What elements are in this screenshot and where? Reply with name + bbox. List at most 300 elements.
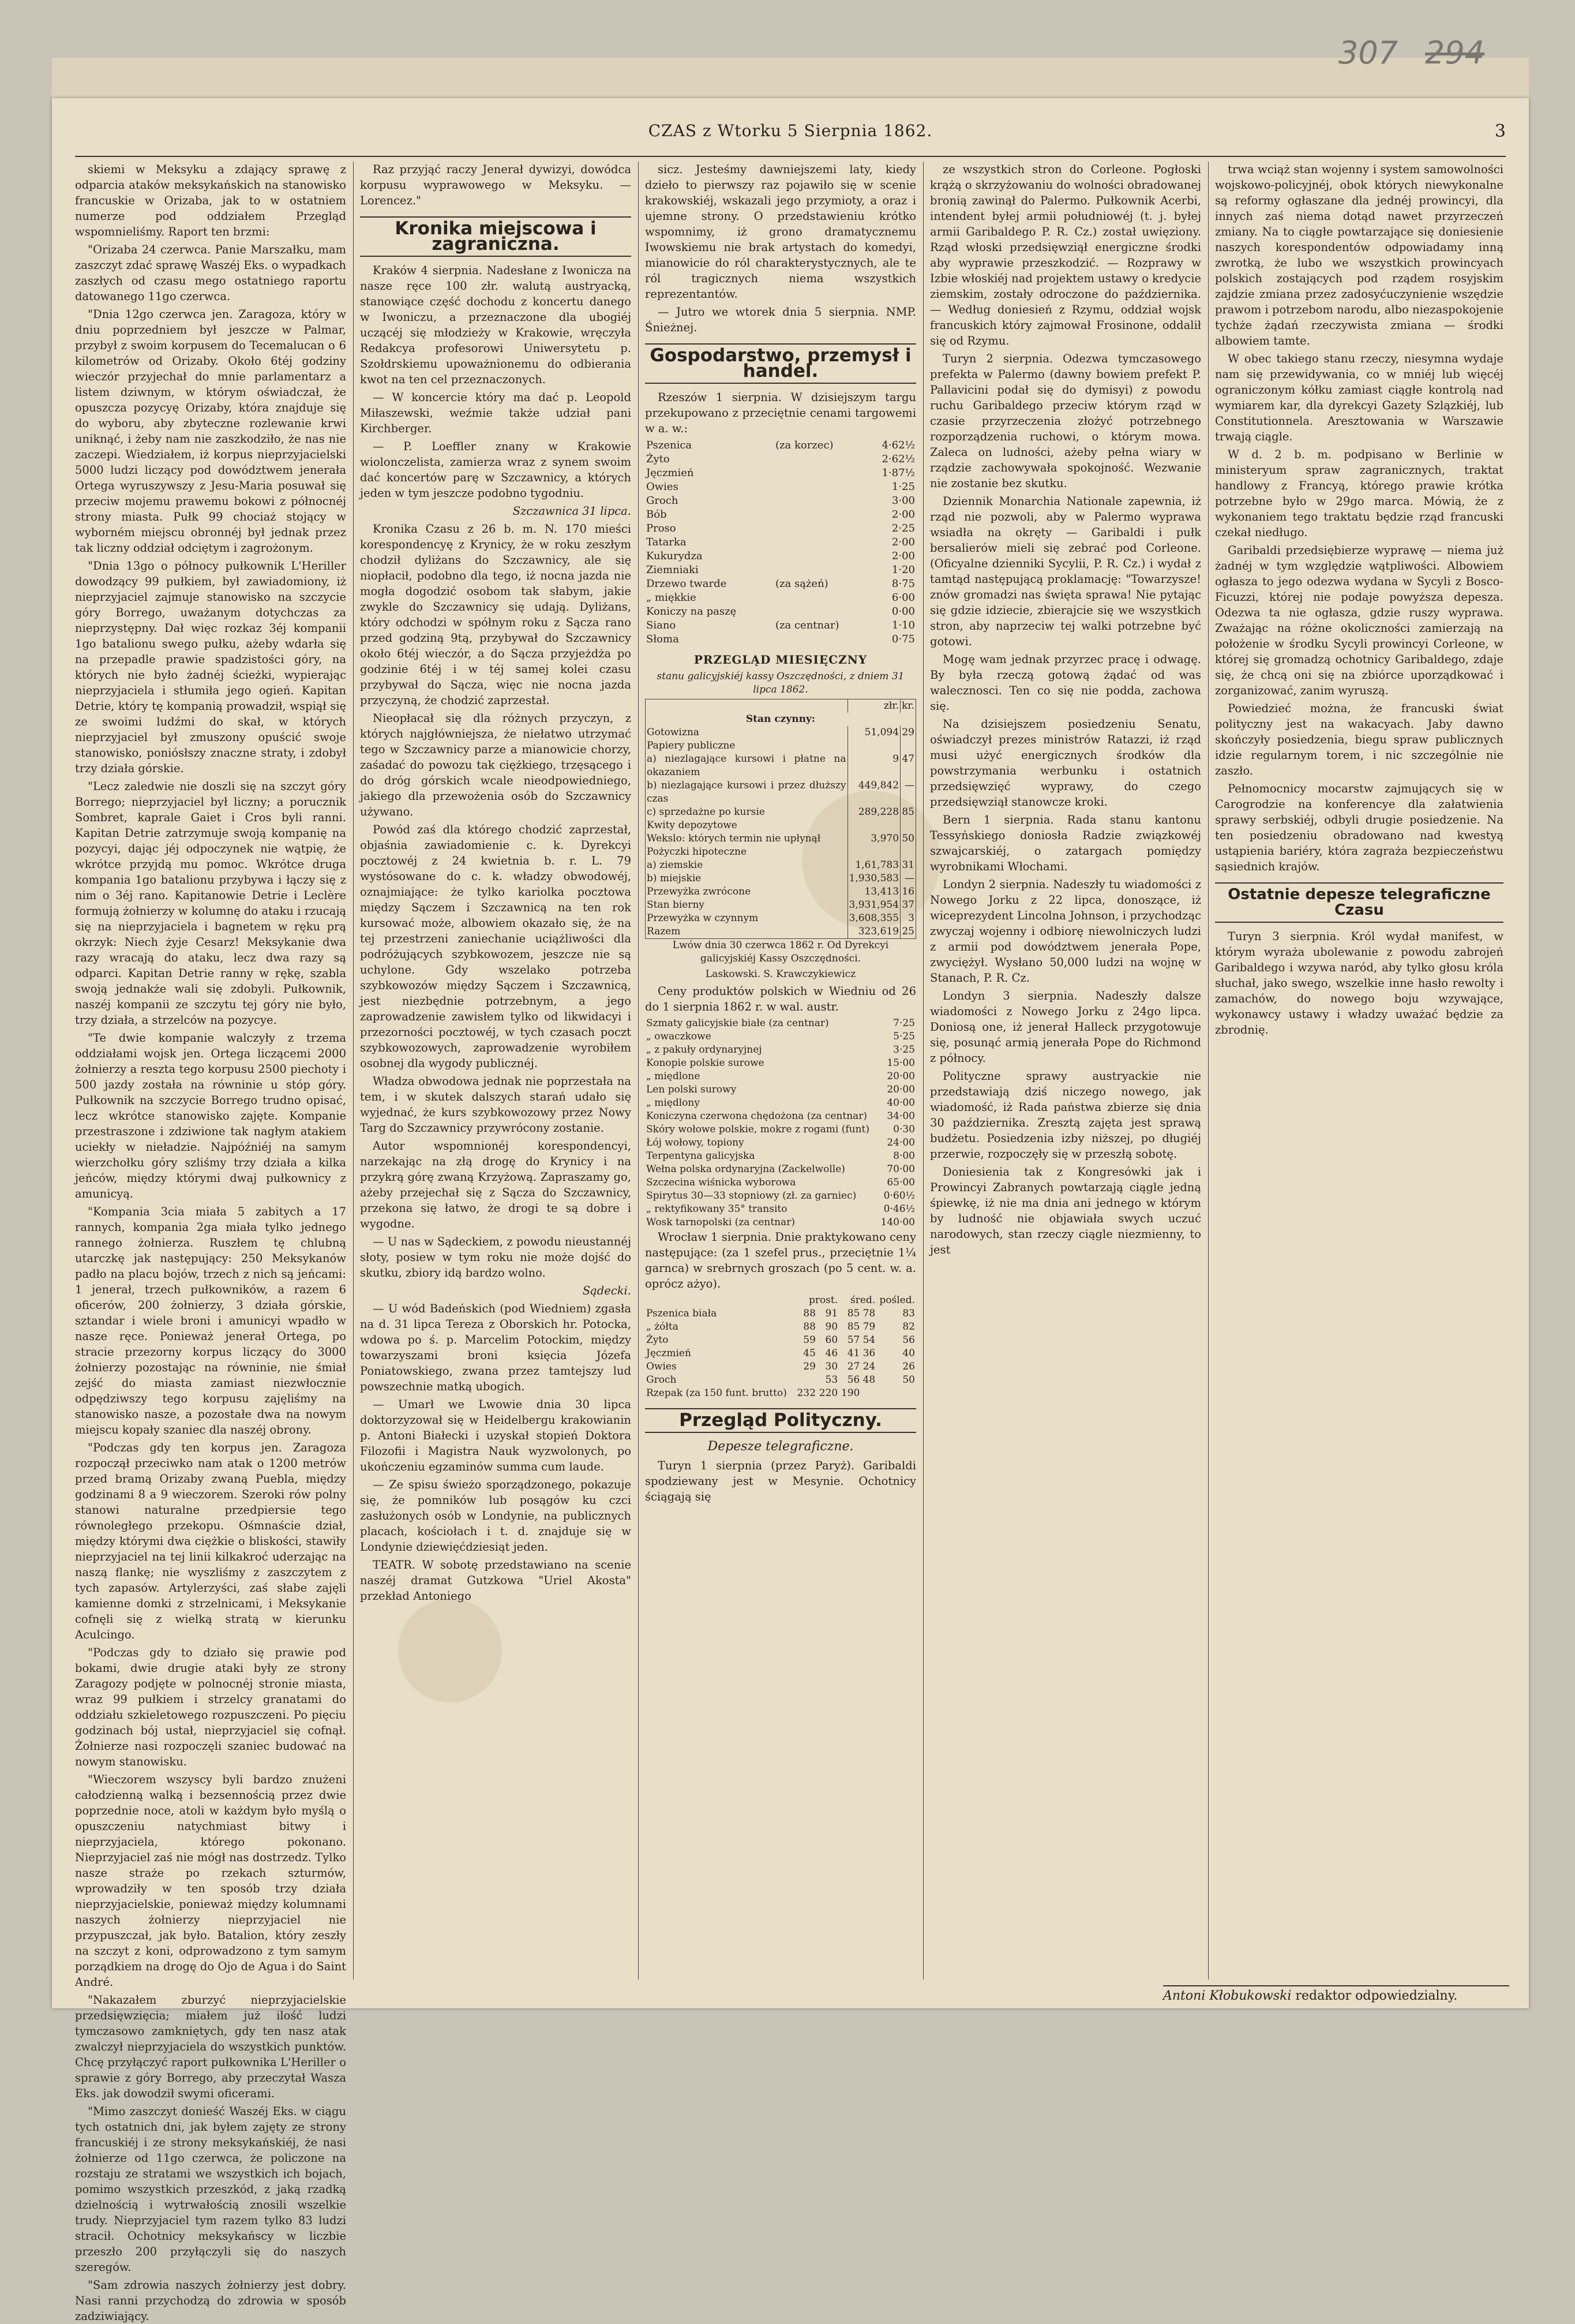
table-cell: „ rektyfikowany 35° transito [646,1203,787,1215]
editor-line [1163,1985,1509,2003]
table-cell: Kwity depozytowe [646,819,848,832]
table-cell: 323,619 [847,925,901,939]
review-signature: Lwów dnia 30 czerwca 1862 r. Od Dyrekcyi galicyjskiéj Kassy Oszczędności. [672,940,889,964]
table-cell: Pożyczki hipoteczne [646,845,848,859]
table-cell: Wosk tarnopolski (za centnar) [646,1217,796,1228]
article-paragraph: trwa wciąż stan wojenny i system samowolności wojskowo-policyjnéj, obok których niewykonalne są reformy ogłaszane dla jednéj prowincyi, dla innych zaś niema dotąd nawet przyrzeczeń zmiany. Na to ciągłe powtarzające się doniesienie naszych korespondentów odpowiadamy inną zwrotką, że lubo we wszystkich prowincyach polskich zostających pod rządem rosyjskim zajdzie zmiana przez zadosyćuczynienie wszędzie prawom i potrzebom narodu, albo niezaspokojenie tychże żądań rzeczywista zmiana — środki albowiem tamte. [1215,163,1504,347]
table-row [645,1150,916,1163]
table-cell: 29 [901,726,916,739]
article-paragraph: "Wieczorem wszyscy byli bardzo znużeni całodzienną walką i bezsennością przez dwie poprzednie noce, atoli w każdym było myślą o opuszczeniu natychmiast bitwy i nieprzyjaciela, którego pokonano. Nieprzyjaciel zaś nie mógł nas dostrzedz. Tylko nasze straże po rzekach szturmów, wprowadziły w ten sposób trzy działa nieprzyjacielskie, ponieważ między kolumnami naszych żołnierzy nieprzyjaciel nie przypuszczał, jak było. Batalion, który zeszły na szczyt z koni, odprowadzono z tym samym porządkiem na drogę do Ojo de Agua i do Saint André. [75,1773,346,1989]
table-cell: Przewyżka w czynnym [646,912,848,925]
column-header [645,1294,795,1307]
table-row [645,1017,916,1030]
table-row [645,605,916,619]
table-cell: Szmaty galicyjskie białe (za centnar) [646,1017,829,1029]
header-rule [75,156,1506,157]
article-paragraph: — W koncercie który ma dać p. Leopold Miłaszewski, weźmie także udział pani Kirchberger. [360,391,631,435]
table-cell: Tatarka [646,536,687,548]
table-row [645,1374,916,1387]
article-paragraph: ze wszystkich stron do Corleone. Pogłoski krążą o skrzyżowaniu do wolności obradowanej bronią zawinął do Palermo. Pułkownik Acerbi, intendent byłej armii południowéj (t. j. byłej armii Garibaldego P. R. Cz.) został uwięziony. Rząd włoski przedsięwziął energiczne środki aby wyprawie przeszkodzić. — Rozprawy w Izbie włoskiéj nad projektem ustawy o kredycie ziemskim, zostały odroczone do października. — Według doniesień z Rzymu, oddział wojsk francuskich który zajmował Frosinone, oddalił się od Rzymu. [930,163,1201,347]
table-cell: 57 [847,1334,860,1346]
newspaper-page [52,98,1529,2323]
table-cell: 1·87½ [882,467,915,479]
column-2 [360,162,631,1979]
table-row [645,1216,916,1229]
table-cell: Stan bierny [646,899,848,912]
table-row [645,1176,916,1189]
table-cell: 3·00 [891,495,915,507]
table-cell: Owies [646,1361,677,1372]
table-cell: 70·00 [887,1163,915,1175]
table-cell: 50 [902,1374,915,1386]
table-cell: 37 [901,899,916,912]
table-cell: 6·00 [891,592,915,604]
table-cell: 51,094 [847,726,901,739]
table-cell: 8·00 [893,1150,915,1162]
table-cell: 45 [803,1348,816,1359]
article-paragraph: "Kompania 3cia miała 5 zabitych a 17 rannych, kompania 2ga miała tylko jednego rannego żołnierza. Ruszłem tę chlubną utarczkę jak następujący: 250 Meksykanów padło na placu bojów, trzech z nich są jeńcami: 1 jenerał, trzech pułkowników, a razem 6 oficerów, 200 żołnierzy, 3 działa górskie, sztandar i wiele broni i amunicyi wpadło w nasze ręce. Ponieważ jenerał Ortega, po stracie przezorny korpus liczący do 3000 żołnierzy pozostając na równinie, nie śmiał zejść do miasta zamiast niezwłocznie odpędziwszy tego korpusu zajęliśmy na stanowisko nasze, a pozostałe dwa na nowym miejscu kopały szaniec dla naszéj obrony. [75,1205,346,1436]
wroclaw-intro: Wrocław 1 sierpnia. Dnie praktykowano ceny następujące: (za 1 szefel prus., przeciętnie 1¼ garnca) w srebrnych groszach (po 5 cent. w. a. oprócz ażyo). [645,1230,916,1290]
table-cell: Papiery publiczne [646,739,848,753]
table-cell: „ miękkie [646,592,696,604]
table-cell: 85 [847,1308,860,1319]
table-row [645,1320,916,1334]
table-cell: — [901,872,916,885]
table-cell: Rzepak (za 150 funt. brutto) [646,1387,787,1399]
article-paragraph: "Mimo zaszczyt donieść Waszéj Eks. w ciągu tych ostatnich dni, jak byłem zajęty ze strony francuskiéj i ze strony meksykańskiéj, że nasi żołnierze od 11go czerwca, że policzone na rozstaju ze stratami we wszystkich ich bojach, pomimo wszystkich przeszkód, z jaką rzadką dzielnością i wytrwałością znosili wszelkie trudy. Nieprzyjaciel tym razem tylko 83 ludzi stracił. Ochotnicy meksykańscy w liczbie przeszło 200 przyłączyli się do naszych szeregów. [75,2105,346,2274]
table-cell: Żyto [646,1334,669,1346]
article-paragraph: Doniesienia tak z Kongresówki jak i Prowincyi Zabranych powtarzają ciągle jedną śpiewkę, iż nie ma dnia ani jednego w którym by ludność nie objawiała swych uczuć narodowych, stan rzeczy ciągle niezmienny, to jest [930,1165,1201,1256]
table-row [645,1334,916,1347]
table-cell: 53 [825,1374,838,1386]
table-cell: „ międlony [646,1097,700,1109]
page-number: 3 [1494,121,1506,141]
table-row [645,1083,916,1096]
article-paragraph: "Podczas gdy ten korpus jen. Zaragoza rozpoczął przeciwko nam atak o 1200 metrów przed bramą Orizaby zwaną Puebla, między godzinami 8 a 9 wieczorem. Szeroki rów polny stanowi naturalne przedpiersie tego równoległego przekopu. Ośmnaście dział, między którymi dwa ciężkie o bliskości, stawiły nieprzyjaciel na tej linii kilkakroć uderzając na naszą flankę; nie wyszliśmy z zaszczytem z tych zapasów. Artylerzyści, zaś słabe zajęli kamienne domki z strzelnicami, i Meksykanie cofnęli się z wielką stratą w kierunku Aculcingo. [75,1441,346,1641]
table-cell: 40 [902,1348,915,1359]
table-cell: 140·00 [880,1217,915,1228]
table-cell [847,819,901,832]
table-cell [774,494,867,508]
table-row [645,1136,916,1150]
table-cell: 31 [901,859,916,872]
table-cell: 83 [902,1308,915,1319]
section-heading-gospodarstwo: Gospodarstwo, przemysł i handel. [645,343,916,384]
article-paragraph: Londyn 2 sierpnia. Nadeszły tu wiadomości z Nowego Jorku z 22 lipca, donoszące, iż wiceprezydent Lincolna Johnson, i przychodząc zwyczaj wojenny i odbiorę niewolniczych ludzi z armii pod dowództwem jenerała Pope, zwyciężył. Wysłano 50,000 ludzi na wojnę w Stanach, P. R. Cz. [930,878,1201,985]
table-row [645,591,916,605]
column-header: prost. [808,1294,838,1306]
article-paragraph: Powód zaś dla którego chodzić zaprzestał, objaśnia zawiadomienie c. k. Dyrekcyi pocztowéj z 24 kwietnia b. r. L. 79 wystósowane do c. k. władzy obwodowéj, oznajmiające: że tylko kariolka pocztowa między Sączem i Szczawnicą na ten rok kursować może, albowiem okazało się, że na tej przestrzeni zaniechanie uciążliwości dla podróżujących szybkowozem, jeszcze nie są uchylone. Gdy wszelako potrzeba szybkowozów między Sączem i Szczawnicą, jest niezbędnie potrzebnym, a jego zaprowadzenie zawisłem tylko od likwidacyi i przezorności pocztowéj, w tych czasach poczt szybkowozowych, zaprowadzenie wyrobiłem osobnej dla wygody publicznéj. [360,823,631,1070]
table-cell: 27 [847,1361,860,1372]
table-cell: Przewyżka zwrócone [646,885,848,899]
table-cell [774,480,867,494]
market-price-table [645,439,916,646]
table-cell: 3,931,954 [847,899,901,912]
column-rule [638,162,639,1979]
table-cell: Jęczmień [646,467,694,479]
vienna-price-table [645,1017,916,1229]
table-cell: 82 [902,1321,915,1333]
table-row [646,872,916,885]
article-paragraph: "Nakazałem zburzyć nieprzyjacielskie przedsięwzięcia; miałem już ilość ludzi tymczasowo zamkniętych, gdy ten nasz atak zwalczył nieprzyjaciela do wszystkich punktów. Chcę przyłączyć raport pułkownika L'Heriller o sprawie z góry Borrego, aby przeczytał Wasza Eks. jak dowodził swymi oficerami. [75,1993,346,2100]
table-row [645,1387,916,1400]
table-cell: 26 [902,1361,915,1372]
table-cell: 20·00 [887,1071,915,1082]
table-cell: 3 [901,912,916,925]
column-3 [645,162,916,1979]
table-cell [774,563,867,577]
table-cell: 2·25 [891,522,915,534]
article-paragraph: Polityczne sprawy austryackie nie przedstawiają dziś niczego nowego, jak wiadomość, iż Rada państwa zbierze się dnia 30 października. Zresztą zajęta jest sprawą budżetu. Posiedzenia izby niższej, po długiéj przerwie, rozpoczęły się w przeszłą sobotę. [930,1069,1201,1161]
table-cell [901,845,916,859]
article-paragraph: "Dnia 12go czerwca jen. Zaragoza, który w dniu poprzedniem był jeszcze w Palmar, przybył z swoim korpusem do Tecemalucan o 6 kilometrów od Orizaby. Około 6téj godziny wieczór przyjechał do mnie parlamentarz a listem dziwnym, w którym oświadczał, że opuszcza pozycyę Orizaby, która znajduje się do wyboru, aby zbyteczne rozlewanie krwi uniknąć, i żeby nam nie zaszkodziło, że nas nie zaczepi. Wiedziałem, iż korpus nieprzyjacielski 5000 ludzi liczący pod dowództwem jenerała Ortega wyruszywszy z Jesu-Maria posuwał się przeciw mojemu prawemu bokowi z północnéj strony miasta. Pułk 99 chociaż stojący w wyborném miejscu obronnéj był jednak przez tak liczny oddział odciętym i zagrożonym. [75,308,346,555]
column-4 [930,162,1201,1979]
table-cell: 16 [901,885,916,899]
table-cell: c) sprzedażne po kursie [646,806,848,819]
table-cell: 0·30 [893,1124,915,1135]
article-paragraph: skiemi w Meksyku a zdający sprawę z odparcia ataków meksykańskich na stanowisko francuskie w Orizaba, jak to w ostatniem numerze pod oddziałem Przegląd wspomnieliśmy. Raport ten brzmi: [75,163,346,238]
table-cell: — [901,779,916,806]
table-cell [774,452,867,466]
table-cell: Bób [646,508,667,521]
table-cell: Razem [646,925,848,939]
table-cell: Szczecina wiśnicka wyborowa [646,1177,796,1188]
table-cell: 90 [825,1321,838,1333]
table-cell: (za korzec) [775,439,834,451]
table-cell [774,633,867,646]
table-cell: 46 [825,1348,838,1359]
table-cell: 2·00 [891,550,915,562]
article-paragraph: — P. Loeffler znany w Krakowie wiolonczelista, zamierza wraz z synem swoim dać koncertów parę w Szczawnicy, a których jeden w tym jeszcze podobno tygodniu. [360,440,631,500]
table-cell: 79 [862,1321,876,1333]
table-cell: 4·62½ [882,439,915,451]
table-row [645,1163,916,1176]
subheading-depesze: Depesze telegraficzne. [707,1439,854,1454]
table-row [645,522,916,536]
table-row [646,899,916,912]
table-cell: Siano [646,619,676,631]
table-cell: 8·75 [891,578,915,590]
article-paragraph: W obec takiego stanu rzeczy, niesymna wydaje nam się przewidywania, co w mniéj lub więcéj ograniczonym kółku zamiast ciągłe kontrolą nad wymiarem kar, dla dyrekcyi Gazety Szlązkiéj, lub Constitutionnela. Aresztowania w Warszawie trwają ciągle. [1215,352,1503,443]
column-rule [353,162,354,1979]
review-title: PRZEGLĄD MIESIĘCZNY [693,653,868,667]
table-row [645,1057,916,1070]
table-row [646,885,916,899]
table-cell: 0·00 [891,605,915,618]
table-cell: 24·00 [887,1137,915,1148]
article-paragraph: W d. 2 b. m. podpisano w Berlinie w ministeryum spraw zagranicznych, traktat handlowy z Francyą, którego prawie krótka potrzebne było w 29go marca. Mówią, że z wykonaniem tego traktatu będzie rząd francuski czekał niedługo. [1215,448,1503,539]
table-row [646,925,916,939]
table-cell: 1·10 [891,619,915,631]
table-cell: Terpentyna galicyjska [646,1150,755,1162]
table-cell: „ owaczkowe [646,1031,711,1042]
table-cell: 2·62½ [882,453,915,465]
table-cell: b) miejskie [646,872,848,885]
article-paragraph: — U wód Badeńskich (pod Wiedniem) zgasła na d. 31 lipca Tereza z Oborskich hr. Potocka, wdowa po ś. p. Marcelim Potockim, między towarzyszami broni księcia Józefa Poniatowskiego, zwana przez tamtejszy lud powszechnie matką ubogich. [360,1302,631,1393]
table-row [645,633,916,646]
table-row [645,1123,916,1136]
article-paragraph: — U nas w Sądeckiem, z powodu nieustannéj słoty, posiew w tym roku nie może dojść do skutku, zbiory idą bardzo wolno. [360,1235,631,1279]
table-cell: 60 [825,1334,838,1346]
article-paragraph: sicz. Jesteśmy dawniejszemi laty, kiedy dzieło to pierwszy raz pojawiło się w scenie krakowskiéj, wskazali jego przymioty, a oraz i ujemne strony. O przedstawieniu krótko wspomnimy, iż grono dramatycznemu Iwowskiemu nie brak artystach do komedyi, mianowicie do ról charakterystycznych, ale te ról tragicznych niema wszystkich reprezentantów. [645,163,916,301]
article-paragraph: Garibaldi przedsiębierze wyprawę — niema już żadnéj w tym względzie wątpliwości. Albowiem ogłasza to jego odezwa wydana w Sycyli z Bosco-Ficuzzi, której nie podaje powyższa depesza. Odezwa ta nie ogłasza, gdzie ruszy wyprawa. Zważając na różne okoliczności zamierzają na położenie w środku Sycyli prowincyi Corleone, w której się gromadzą ochotnicy Garibaldego, zdaje się, że chcą oni się na zbiórce uporządkować i zorganizować, zanim wyruszą. [1215,544,1503,697]
masthead [52,121,1529,156]
table-cell: 56 [902,1334,915,1346]
article-paragraph: Turyn 2 sierpnia. Odezwa tymczasowego prefekta w Palermo (dawny bowiem prefekt P. Pallavicini podał się do dymisyi) z powodu ruchu Garibaldego przeciw którym rząd w czasie przyrzeczenia złożyć potrzebnego rozporządzenia ruchowi, o którym mowa. Zaleca on ludności, ażeby pełna wiary w rządzie zachowywała spokojność. Wezwanie nie zostanie bez skutku. [930,352,1201,490]
table-cell: Groch [646,495,678,507]
table-row [645,1189,916,1203]
signature: Sądecki. [582,1284,631,1297]
article-paragraph: Autor wspomnionéj korespondencyi, narzekając na złą drogę do Krynicy i na przykrą górę zwaną Krzyżową. Zapraszamy go, ażeby przejechał się z Sącza do Szczawnicy, przekona się łatwo, że drogi te są dobre i wygodne. [360,1139,631,1230]
article-paragraph: Pełnomocnicy mocarstw zajmujących się w Carogrodzie na konferencye dla załatwienia sprawy serbskiéj, odbyli drugie posiedzenie. Na ten posiedzeniu obradowano nad kwestyą ustąpienia bariéry, która zagraża bezpieczeństwu sąsiednich krajów. [1215,782,1503,873]
pencil-number: 307 [1338,35,1398,71]
pencil-struck-number: 294 [1425,35,1485,71]
table-cell: Groch [646,1374,677,1386]
table-row [645,536,916,549]
table-row [646,819,916,832]
article-paragraph: Mogę wam jednak przyrzec pracę i odwagę. By była rzeczą gotową żądać od was walecznosci. Ten co się nie podda, zachowa się. [930,653,1201,713]
table-cell [901,739,916,753]
table-cell: „ z pakuły ordynaryjnej [646,1044,762,1056]
editor-name: Antoni Kłobukowski [1163,1989,1292,2003]
article-paragraph: — Ze spisu świeżo sporządzonego, pokazuje się, że pomników lub posągów ku czci zasłużonych osób w Londynie, na publicznych placach, kościołach i t. d. znajduje się w Londynie dziewięćdziesiąt jeden. [360,1478,631,1554]
table-cell: 30 [825,1361,838,1372]
table-cell: 3,970 [847,832,901,845]
table-row [645,1203,916,1216]
table-cell: a) niezlagające kursowi i płatne na okazaniem [646,753,848,779]
article-paragraph: Londyn 3 sierpnia. Nadeszły dalsze wiadomości z Nowego Jorku z 24go lipca. Doniosą one, iż jenerał Halleck przygotowuje się, posunąć armią jenerała Pope do Richmond z północy. [930,989,1201,1065]
table-cell [774,536,867,549]
table-row [645,452,916,466]
table-cell: Ziemniaki [646,564,699,576]
table-cell: Gotowizna [646,726,848,739]
table-cell: 34·00 [887,1110,915,1122]
table-row [646,832,916,845]
dateline: Szczawnica 31 lipca. [512,504,631,518]
table-cell: Drzewo twarde [646,578,727,590]
paper-edge [52,58,1529,98]
table-section: Stan czynny: [646,713,916,726]
table-row [645,1347,916,1360]
article-paragraph: Nieopłacał się dla różnych przyczyn, z których najgłówniejsza, że niełatwo utrzymać tego w Szczawnicy parze a mianowicie chorzy, zaśadać do powozu tak ciężkiego, trzęsącego i do dróg górskich wcale nieodpowiedniego, jakiego dla przewożenia osób do Szczawnicy używano. [360,712,631,818]
table-cell [901,819,916,832]
table-cell: 2·00 [891,508,915,521]
table-cell: (za centnar) [775,619,839,631]
table-cell: 289,228 [847,806,901,819]
article-paragraph: "Lecz zaledwie nie doszli się na szczyt góry Borrego; nieprzyjaciel był liczny; a porucznik Sombret, kaprale Gaiet i Cros byli ranni. Kapitan Detrie zatrzymuje swoją kompanię na pozycyi, dając jéj odpoczynek nie wątpię, że wkrótce przyjdą mu pomoc. Wkrótce druga kompania 1go batalionu przybywa i łączy się z nim o 3éj rano. Kapitanowie Detrie i Leclère formują żołnierzy w kolumnę do ataku i rzucają się na nieprzyjaciela i bagnetem w ręku prą okrzyk: Niech żyje Cesarz! Meksykanie dwa razy wracają do ataku, lecz dwa razy są odparci. Kapitan Detrie ranny w rękę, szabla swoją jednakże wali się zdobyli. Pułkownik, naszéj kompanii ze szczytu tej góry nie było, trzy działa, a strzelców na pozycye. [75,780,346,1027]
article-paragraph: Kraków 4 sierpnia. Nadesłane z Iwonicza na nasze ręce 100 złr. walutą austryacką, stanowiące część dochodu z koncertu danego w Iwoniczu, a przeznaczone dla ubogiéj uczącéj się młodzieży w Krakowie, wręczyła Redakcya profesorowi Uniwersytetu p. Szołdrskiemu upoważnionemu do odbierania kwot na ten cel przeznaczonych. [360,264,631,386]
column-header: złr. [847,699,901,713]
table-cell: Wekslo: których termin nie upłynął [646,832,848,845]
table-cell: 20·00 [887,1084,915,1095]
table-cell: Spirytus 30—33 stopniowy (zł. za garniec) [646,1190,857,1202]
table-cell: 13,413 [847,885,901,899]
table-cell: Pszenica [646,439,692,451]
table-cell: Wełna polska ordynaryjna (Zackelwolle) [646,1163,845,1175]
table-cell: Żyto [646,453,670,465]
article-paragraph: Bern 1 sierpnia. Rada stanu kantonu Tessyńskiego doniosła Radzie związkowéj szwajcarskiéj, o zatargach pomiędzy wyrobnikami Włochami. [930,813,1201,873]
table-cell: 88 [803,1308,816,1319]
table-cell: 88 [803,1321,816,1333]
table-cell: Jęczmień [646,1348,691,1359]
article-paragraph: "Orizaba 24 czerwca. Panie Marszałku, mam zaszczyt zdać sprawę Waszéj Eks. o wypadkach zaszłych od czasu mego ostatniego raportu datowanego 11go czerwca. [75,243,346,303]
table-cell: 449,842 [847,779,901,806]
table-row [645,494,916,508]
table-cell: 40·00 [887,1097,915,1109]
table-cell [774,605,867,619]
table-row [645,1307,916,1320]
table-cell: 0·75 [891,633,915,645]
column-header: kr. [901,699,916,713]
table-row [645,1070,916,1083]
table-cell: 41 [847,1348,860,1359]
review-subtitle: stanu galicyjskiéj kassy Oszczędności, z dniem 31 lipca 1862. [657,671,905,695]
table-cell: 85 [901,806,916,819]
table-cell: Kukurydza [646,550,703,562]
table-cell: 47 [901,753,916,779]
table-cell: 50 [901,832,916,845]
table-row [645,1043,916,1057]
table-cell [847,845,901,859]
table-cell: Konopie polskie surowe [646,1057,764,1069]
table-row [646,845,916,859]
table-cell: 25 [901,925,916,939]
table-cell [774,522,867,536]
wroclaw-price-table [645,1294,916,1400]
article-paragraph: — Umarł we Lwowie dnia 30 lipca doktorzyzował się w Heidelbergu krakowianin p. Antoni Białecki i uzyskał stopień Doktora Filozofii i Magistra Nauk wyzwolonych, po ukończeniu egzaminów summa cum laude. [360,1398,631,1473]
table-cell: 7·25 [893,1017,915,1029]
table-row [645,577,916,591]
market-intro: Rzeszów 1 sierpnia. W dzisiejszym targu przekupowano z przeciętnie cenami targowemi w a. w.: [645,391,916,435]
column-header: pośled. [879,1294,915,1306]
editor-role: redaktor odpowiedzialny. [1295,1989,1458,2003]
table-row [645,1360,916,1374]
table-cell: (za sążeń) [775,578,828,590]
savings-bank-table [645,699,916,939]
table-cell: 232 [797,1387,816,1399]
article-paragraph: — Jutro we wtorek dnia 5 sierpnia. NMP. Śnieżnej. [645,305,916,334]
table-cell: 5·25 [893,1031,915,1042]
article-paragraph: TEATR. W sobotę przedstawiano na scenie naszéj dramat Gutzkowa "Uriel Akosta" przekład Antoniego [360,1558,631,1603]
column-1 [75,162,346,2323]
table-cell: 48 [862,1374,876,1386]
table-cell: Owies [646,481,678,493]
column-rule [1208,162,1209,1979]
table-cell [774,508,867,522]
table-row [645,439,916,452]
table-row [645,619,916,633]
article-paragraph: Turyn 3 sierpnia. Król wydał manifest, w którym wyraża ubolewanie z powodu zabrojeń Garibaldego i wzywa naród, aby tylko głosu króla słuchał, jako swego, wszelkie inne hasło rewolty i zamachów, do nowego boju wzywające, wykonawcy ustawy i władzy uważać będzie za zbrodnię. [1215,930,1503,1036]
table-cell: 54 [862,1334,876,1346]
table-cell: 15·00 [887,1057,915,1069]
table-cell: b) niezlagające kursowi i przez dłuższy czas [646,779,848,806]
table-cell: Skóry wołowe polskie, mokre z rogami (funt) [646,1124,869,1135]
article-paragraph: Kronika Czasu z 26 b. m. N. 170 mieści korespondencyę z Krynicy, że w roku zeszłym chodził dyliżans do Szczawnicy, ale się niopłacił, podobno dla tego, iż nocna jazda nie mogła dogodzić osobom tak słabym, jakie zwykle do Szczawnicy się udają. Dyliżans, który odchodzi w spółnym roku z Sącza rano przed godziną 9tą, przybywał do Szczawnicy około 6téj wieczór, a do Sącza przyjeżdża po godzinie 6téj i w téj samej kolei czasu przybywał do Sącza, więc nie nocna jazda przyczyną, że chodzić zaprzestał. [360,522,631,707]
review-names: Laskowski. S. Krawczykiewicz [705,968,856,980]
table-cell: 2·00 [891,536,915,548]
section-heading-przeglad: Przegląd Polityczny. [645,1408,916,1433]
column-header: śred. [850,1294,876,1306]
article-paragraph: Dziennik Monarchia Nationale zapewnia, iż rząd nie pozwoli, aby w Palermo wyprawa wsiadła na okręty — Garibaldi i pułk bersalierów mieli się zebrać pod Corleone. (Oficyalne dzienniki Sycylii, P. R. Cz.) i wydał z tamtąd następującą proklamację: "Towarzysze! znów gromadzi nas święta sprawa! Nie pytając się gdzie idziecie, zbierajcie się we wszystkich stron, aby naprzeciw tej walki potrzebne być gotowi. [930,495,1201,648]
article-paragraph: "Sam zdrowia naszych żołnierzy jest dobry. Nasi ranni przychodzą do zdrowia w sposób zadziwiający. [75,2278,346,2323]
table-cell: 56 [847,1374,860,1386]
table-cell: Len polski surowy [646,1084,737,1095]
table-cell: Koniczy na paszę [646,605,737,618]
table-cell: Koniczyna czerwona chędożona (za centnar) [646,1110,868,1122]
table-cell: Słoma [646,633,679,645]
table-row [646,806,916,819]
table-row [645,1030,916,1043]
column-5 [1215,162,1503,1968]
column-2-intro: Raz przyjąć raczy Jenerał dywizyi, dowódca korpusu wyprawowego w Meksyku. — Lorencez." [360,163,631,207]
table-cell: „ międlone [646,1071,700,1082]
table-cell: Pszenica biała [646,1308,717,1319]
table-row [645,549,916,563]
table-row [646,859,916,872]
table-cell: 3,608,355 [847,912,901,925]
table-cell: 0·60½ [883,1190,915,1202]
table-row [645,480,916,494]
table-cell: 3·25 [893,1044,915,1056]
table-cell: „ żółta [646,1321,678,1333]
table-cell: 59 [803,1334,816,1346]
table-cell: 1·20 [891,564,915,576]
table-cell: 220 [819,1387,838,1399]
table-cell: 29 [803,1361,816,1372]
table-cell [861,1387,876,1400]
table-cell: 1,61,783 [847,859,901,872]
table-cell: 24 [862,1361,876,1372]
table-cell: a) ziemskie [646,859,848,872]
table-row [646,779,916,806]
table-row [646,726,916,739]
article-paragraph: "Te dwie kompanie walczyły z trzema oddziałami wojsk jen. Ortega liczącemi 2000 żołnierzy a reszta tego korpusu 2500 piechoty i 500 jazdy została na równinie u stóp góry. Pułkownik na szczycie Borrego trudno opisać, lecz wkrótce stanowisko zajęte. Kompanie przestraszone i zdziwione tak nagłym atakiem uciekły w nieładzie. Najpóźniéj na samym wierzchołku góry szliśmy trzy działa a kilka jeńców, między którymi dwaj pułkownicy z amunicyą. [75,1031,346,1200]
table-cell: 85 [847,1321,860,1333]
article-paragraph: Władza obwodowa jednak nie poprzestała na tem, i w skutek dalszych starań udało się wyjednać, że kurs szybkowozowy przez Nowy Targ do Szczawnicy przywrócony zostanie. [360,1075,631,1135]
table-cell [795,1374,817,1387]
table-cell: 1,930,583 [847,872,901,885]
table-cell: 1·25 [891,481,915,493]
table-cell: 9 [847,753,901,779]
table-cell [774,466,867,480]
article-paragraph: Powiedzieć można, że francuski świat polityczny jest na wakacyach. Jaby dawno skończyły posiedzenia, biegu spraw publicznych idzie regularnym torem, i nic szczególnie nie zaszło. [1215,702,1503,777]
table-cell: 91 [825,1308,838,1319]
table-cell: 0·46½ [883,1203,915,1215]
table-cell [876,1387,916,1400]
article-paragraph: "Podczas gdy to działo się prawie pod bokami, dwie drugie ataki były ze strony Zaragozy podjęte w polnocnéj stronie miasta, wraz 99 pułkiem i strzelcy granatami do oddziału szkieletowego rozpuszczeni. Po pięciu godzinach bój ustał, nieprzyjaciel się cofnął. Żołnierze nasi rozpoczęli szaniec budować na nowym stanowisku. [75,1646,346,1768]
article-paragraph: Na dzisiejszem posiedzeniu Senatu, oświadczył prezes ministrów Ratazzi, iż rząd musi użyć energicznych środków dla powstrzymania werbunku i ostatnich przedsięwzięć wyprawy, do czego przedsięwziął stanowcze kroki. [930,717,1201,809]
article-paragraph: Turyn 1 sierpnia (przez Paryż). Garibaldi spodziewany jest w Mesynie. Ochotnicy ściągają się [645,1459,916,1503]
table-cell: Proso [646,522,676,534]
table-row [645,466,916,480]
table-cell: Łój wołowy, topiony [646,1137,744,1148]
vienna-prices-intro: Ceny produktów polskich w Wiedniu od 26 do 1 sierpnia 1862 r. w wal. austr. [645,985,916,1013]
table-row [645,1096,916,1110]
table-row [645,1110,916,1123]
table-cell: 190 [841,1387,860,1399]
section-heading-depesze: Ostatnie depesze telegraficzne Czasu [1215,882,1503,923]
table-cell [774,591,867,605]
table-cell [774,549,867,563]
table-cell: 78 [862,1308,876,1319]
column-rule [923,162,924,1979]
table-row [646,912,916,925]
table-row [645,563,916,577]
table-cell: 36 [862,1348,876,1359]
table-cell [847,739,901,753]
table-row [646,753,916,779]
section-heading-kronika: Kronika miejscowa i zagraniczna. [360,216,631,257]
